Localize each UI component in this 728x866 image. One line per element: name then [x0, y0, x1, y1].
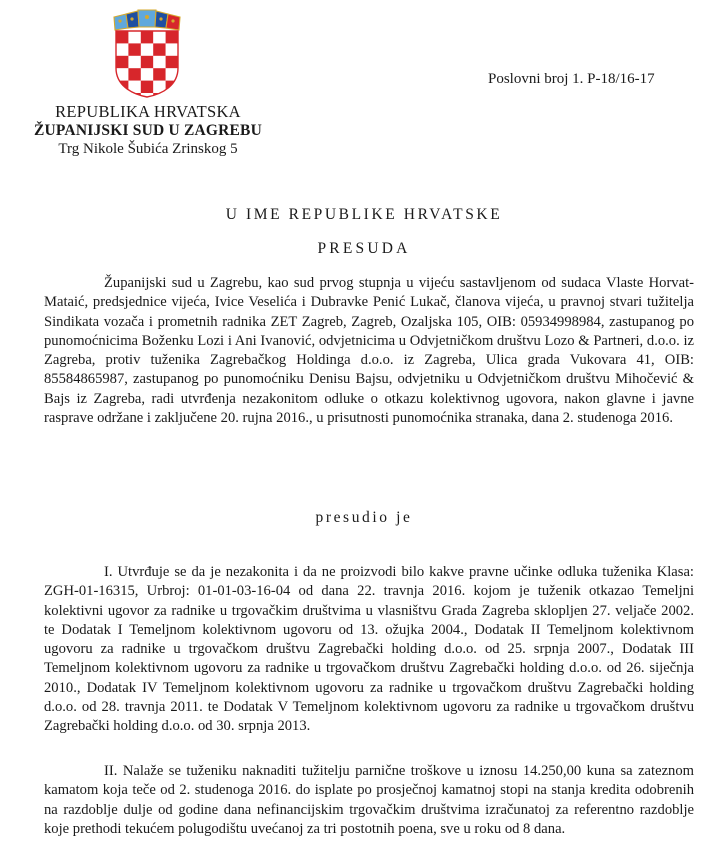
verdict-item: I. Utvrđuje se da je nezakonita i da ne proizvodi bilo kakve pravne učinke odluka tuženika Klasa: ZGH-01-16315, Urbroj: 01-01-03-16-04 od dana 22. travnja 2016. kojom je tuženik otkazao Temeljni kolektivni ugovor za radnike u trgovačkim društvima u vlasništvu Grada Zagreba sklopljen 27. veljače 2002. te Dodatak I Temeljnom kolektivnom ugovoru od 13. ožujka 2004., Dodatak II Temeljnom kolektivnom ugovoru za radnike u trgovačkom društvu Zagrebački holding d.o.o. od 25. srpnja 2007., Dodatak III Temeljnom kolektivnom ugovoru za radnike u trgovačkom društvu Zagrebački holding d.o.o. od 26. siječnja 2010., Dodatak IV Temeljnom kolektivnom ugovoru za radnike u trgovačkom društvu Zagrebački holding d.o.o. od 28. travnja 2011. te Dodatak V Temeljnom kolektivnom ugovoru za radnike u trgovačkom društvu Zagrebački holding d.o.o. od 30. srpnja 2013. [44, 564, 694, 735]
verdict-heading: presudio je [315, 509, 413, 526]
verdict-item: II. Nalaže se tuženiku naknaditi tužitelju parnične troškove u iznosu 14.250,00 kuna sa zateznom kamatom koja teče od 2. studenoga 2016. do isplate po prosječnoj kamatnoj stopi na stanja kredita odobrenih na razdoblje dulje od godine dana nefinancijskim trgovačkim društvima izračunatoj za referentno razdoblje koje prethodi tekućem polugodištu uvećanoj za tri postotnih poena, sve u roku od 8 dana. [44, 763, 694, 837]
intro-paragraph: Županijski sud u Zagrebu, kao sud prvog stupnja u vijeću sastavljenom od sudaca Vlaste Horvat-Mataić, predsjednice vijeća, Ivice Veselića i Dubravke Penić Lukač, članova vijeća, u pravnoj stvari tužitelja Sindikata vozača i prometnih radnika ZET Zagreb, Zagreb, Ozaljska 105, OIB: 05934998984, zastupanog po punomoćnicima Boženku Lozi i Ani Ivanović, odvjetnicima u Odvjetničkom društvu Lozo & Partneri, d.o.o. iz Zagreba, protiv tuženika Zagrebačkog Holdinga d.o.o. iz Zagreba, Ulica grada Vukovara 41, OIB: 85584865987, zastupanog po punomoćniku Denisu Bajsu, odvjetniku u Odvjetničkom društvu Mihočević & Bajs iz Zagreba, radi utvrđenja nezakonitom odluke o otkazu kolektivnog ugovora, nakon glavne i javne rasprave održane i zaključene 20. rujna 2016., u prisutnosti punomoćnika stranaka, dana 2. studenoga 2016. [44, 275, 694, 427]
court-header [28, 102, 268, 159]
court-name: ŽUPANIJSKI SUD U ZAGREBU [33, 122, 262, 139]
document-heading: U IME REPUBLIKE HRVATSKE [225, 206, 503, 223]
case-number: Poslovni broj 1. P-18/16-17 [488, 71, 655, 87]
document-type: PRESUDA [317, 240, 411, 257]
croatian-coat-of-arms-icon [112, 6, 182, 98]
court-country: REPUBLIKA HRVATSKA [55, 102, 241, 121]
court-address: Trg Nikole Šubića Zrinskog 5 [58, 141, 238, 157]
